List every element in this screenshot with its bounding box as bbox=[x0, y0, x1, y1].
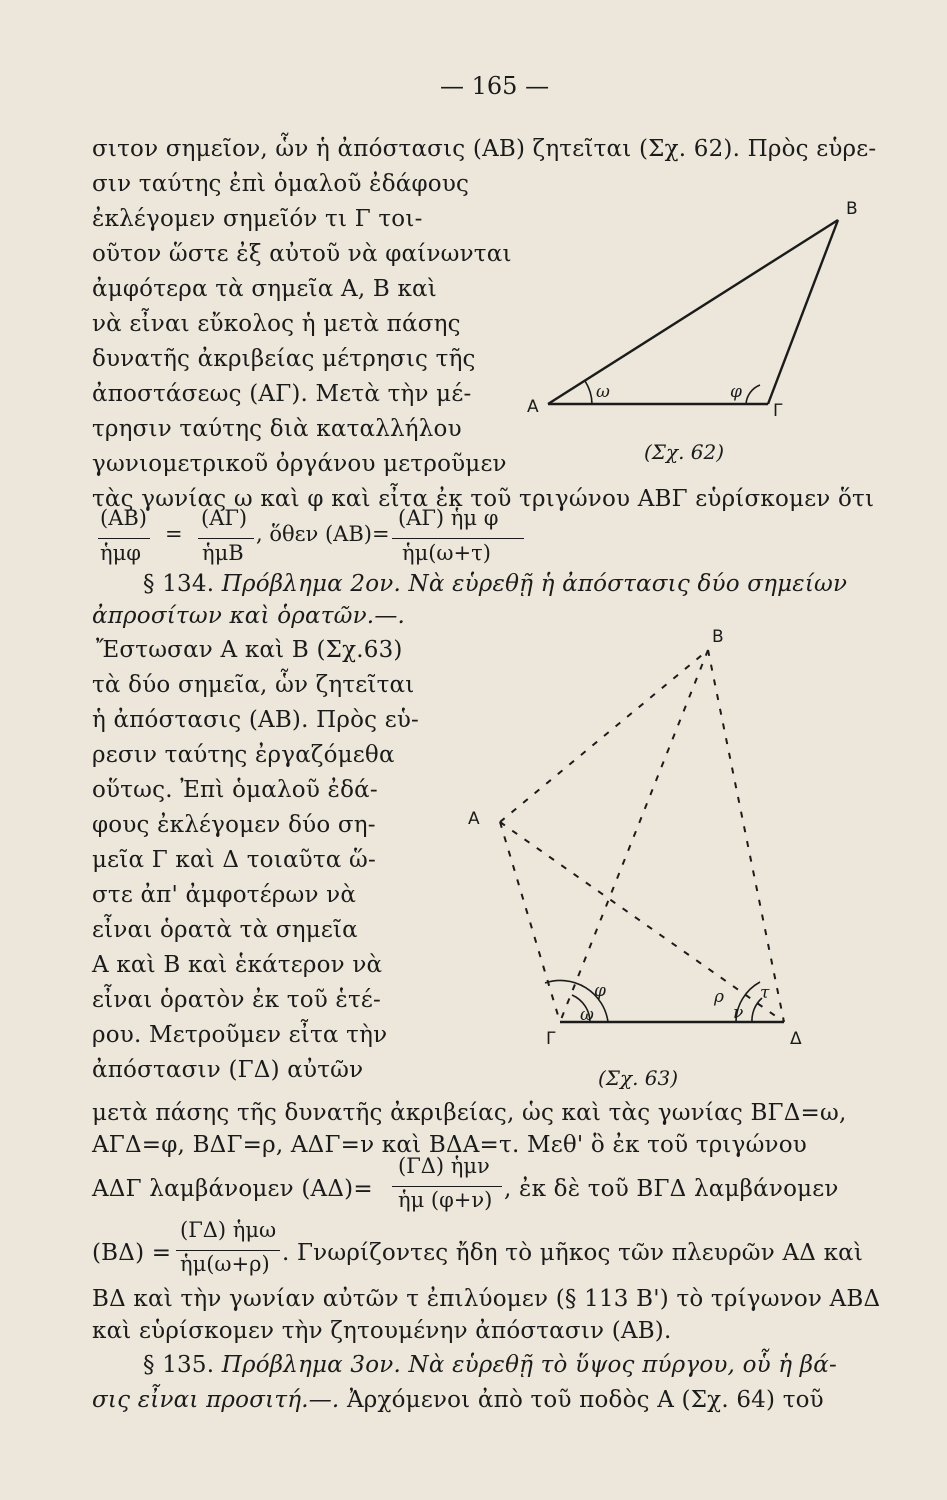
formula3-den: ἡμ(ω+ρ) bbox=[180, 1252, 270, 1276]
fig62-label-omega: ω bbox=[596, 382, 610, 402]
text-line: στε ἀπ' ἀμφοτέρων νὰ bbox=[92, 882, 357, 908]
section-134-num: § 134. bbox=[143, 571, 215, 597]
formula1-num3: (ΑΓ) ἡμ φ bbox=[398, 506, 499, 530]
text-line: ΒΔ καὶ τὴν γωνίαν αὐτῶν τ ἐπιλύομεν (§ 113 Β') τὸ τρίγωνον ΑΒΔ bbox=[92, 1286, 881, 1312]
fig63-label-rho: ρ bbox=[714, 987, 724, 1007]
formula3-pre: (ΒΔ) = bbox=[92, 1240, 172, 1266]
section-134-title: Πρόβλημα 2ον. bbox=[221, 571, 401, 597]
section-134-text: Νὰ εὑρεθῇ ἡ ἀπόστασις δύο σημείων bbox=[408, 571, 848, 597]
text-line: ρεσιν ταύτης ἐργαζόμεθα bbox=[92, 742, 395, 768]
text-line: ἀπόστασιν (ΓΔ) αὐτῶν bbox=[92, 1057, 364, 1083]
section-134-text-cont: ἀπροσίτων καὶ ὁρατῶν.—. bbox=[92, 603, 406, 629]
fig63-line-bd bbox=[708, 650, 784, 1022]
formula2-num: (ΓΔ) ἡμν bbox=[398, 1154, 490, 1178]
text-line: δυνατῆς ἀκριβείας μέτρησις τῆς bbox=[92, 346, 476, 372]
text-line: καὶ εὑρίσκομεν τὴν ζητουμένην ἀπόστασιν (ΑΒ). bbox=[92, 1318, 672, 1344]
fig62-label-b: B bbox=[846, 199, 858, 219]
page-number: — 165 — bbox=[440, 72, 550, 100]
section-135-num: § 135. bbox=[143, 1352, 215, 1378]
formula2-pre: ΑΔΓ λαμβάνομεν (ΑΔ)= bbox=[92, 1176, 373, 1202]
text-line: οὕτως. Ἐπὶ ὁμαλοῦ ἐδά- bbox=[92, 777, 378, 803]
fig63-label-a: A bbox=[468, 809, 480, 829]
fig63-line-bg bbox=[560, 650, 708, 1022]
text-line: σιν ταύτης ἐπὶ ὁμαλοῦ ἐδάφους bbox=[92, 171, 470, 197]
fig63-label-nu: ν bbox=[733, 1003, 744, 1023]
text-line: ἡ ἀπόστασις (ΑΒ). Πρὸς εὑ- bbox=[92, 707, 420, 733]
fig62-caption: (Σχ. 62) bbox=[644, 440, 725, 464]
text-line: οῦτον ὥστε ἐξ αὐτοῦ νὰ φαίνωνται bbox=[92, 241, 512, 267]
fig62-label-g: Γ bbox=[773, 401, 783, 421]
formula3-num: (ΓΔ) ἡμω bbox=[180, 1218, 277, 1242]
section-135-heading bbox=[143, 1350, 837, 1380]
section-135-text3: Ἀρχόμενοι ἀπὸ τοῦ ποδὸς Α (Σχ. 64) τοῦ bbox=[346, 1387, 824, 1413]
section-135-title: Πρόβλημα 3ον. bbox=[221, 1352, 401, 1378]
text-line: Ἔστωσαν Α καὶ Β (Σχ.63) bbox=[96, 637, 403, 663]
section-135-text-cont bbox=[92, 1385, 824, 1415]
fig63-label-b: B bbox=[712, 627, 724, 647]
formula1-den2: ἡμΒ bbox=[202, 541, 244, 565]
formula2-post: , ἐκ δὲ τοῦ ΒΓΔ λαμβάνομεν bbox=[504, 1176, 839, 1202]
text-line: σιτον σημεῖον, ὧν ἡ ἀπόστασις (ΑΒ) ζητεῖται (Σχ. 62). Πρὸς εὑρε- bbox=[92, 136, 877, 162]
fig62-label-phi: φ bbox=[730, 382, 742, 402]
text-line: μετὰ πάσης τῆς δυνατῆς ἀκριβείας, ὡς καὶ τὰς γωνίας ΒΓΔ=ω, bbox=[92, 1100, 847, 1126]
text-line: Α καὶ Β καὶ ἑκάτερον νὰ bbox=[92, 952, 383, 978]
text-line: ρου. Μετροῦμεν εἶτα τὴν bbox=[92, 1022, 388, 1048]
section-135-text2: σις εἶναι προσιτή.—. bbox=[92, 1387, 340, 1413]
text-line: φους ἐκλέγομεν δύο ση- bbox=[92, 812, 376, 838]
formula2-den: ἡμ (φ+ν) bbox=[398, 1188, 493, 1212]
fig63-label-phi: φ bbox=[594, 981, 606, 1001]
formula1-num2: (ΑΓ) bbox=[201, 506, 248, 530]
formula2-bar bbox=[392, 1186, 502, 1187]
formula3-bar bbox=[176, 1250, 280, 1251]
fig63-label-tau: τ bbox=[760, 983, 770, 1003]
text-line: ἀποστάσεως (ΑΓ). Μετὰ τὴν μέ- bbox=[92, 381, 472, 407]
text-line: γωνιομετρικοῦ ὀργάνου μετροῦμεν bbox=[92, 451, 507, 477]
fig63-label-g: Γ bbox=[546, 1029, 556, 1049]
formula1-den3: ἡμ(ω+τ) bbox=[402, 541, 491, 565]
section-135-text: Νὰ εὑρεθῇ τὸ ὕψος πύργου, οὗ ἡ βά- bbox=[408, 1352, 837, 1378]
text-line: τρησιν ταύτης διὰ καταλλήλου bbox=[92, 416, 462, 442]
formula1-num1: (ΑΒ) bbox=[100, 506, 147, 530]
text-line: ἀμφότερα τὰ σημεῖα Α, Β καὶ bbox=[92, 276, 437, 302]
formula3-post: . Γνωρίζοντες ἤδη τὸ μῆκος τῶν πλευρῶν ΑΔ καὶ bbox=[282, 1240, 864, 1266]
text-line: εἶναι ὁρατὸν ἐκ τοῦ ἑτέ- bbox=[92, 987, 381, 1013]
formula1-eq: = bbox=[165, 522, 183, 546]
fig63-line-ag bbox=[500, 822, 560, 1022]
text-line: μεῖα Γ καὶ Δ τοιαῦτα ὥ- bbox=[92, 847, 376, 873]
formula1-mid: , ὅθεν (ΑΒ)= bbox=[256, 522, 390, 546]
formula1-den1: ἡμφ bbox=[100, 541, 141, 565]
fig63-line-ad bbox=[500, 822, 784, 1022]
text-line: ΑΓΔ=φ, ΒΔΓ=ρ, ΑΔΓ=ν καὶ ΒΔΑ=τ. Μεθ' ὃ ἐκ τοῦ τριγώνου bbox=[92, 1132, 807, 1158]
fig63-line-ab bbox=[500, 650, 708, 822]
text-line: εἶναι ὁρατὰ τὰ σημεῖα bbox=[92, 917, 358, 943]
fig62-label-a: A bbox=[527, 397, 539, 417]
fig63-label-omega: ω bbox=[580, 1005, 594, 1025]
text-line: τὰς γωνίας ω καὶ φ καὶ εἶτα ἐκ τοῦ τριγώνου ΑΒΓ εὑρίσκομεν ὅτι bbox=[92, 486, 875, 512]
text-line: τὰ δύο σημεῖα, ὧν ζητεῖται bbox=[92, 672, 415, 698]
fig63-label-d: Δ bbox=[790, 1029, 802, 1049]
fig63-caption: (Σχ. 63) bbox=[598, 1066, 679, 1090]
text-line: ἐκλέγομεν σημεῖόν τι Γ τοι- bbox=[92, 206, 423, 232]
text-line: νὰ εἶναι εὔκολος ἡ μετὰ πάσης bbox=[92, 311, 461, 337]
